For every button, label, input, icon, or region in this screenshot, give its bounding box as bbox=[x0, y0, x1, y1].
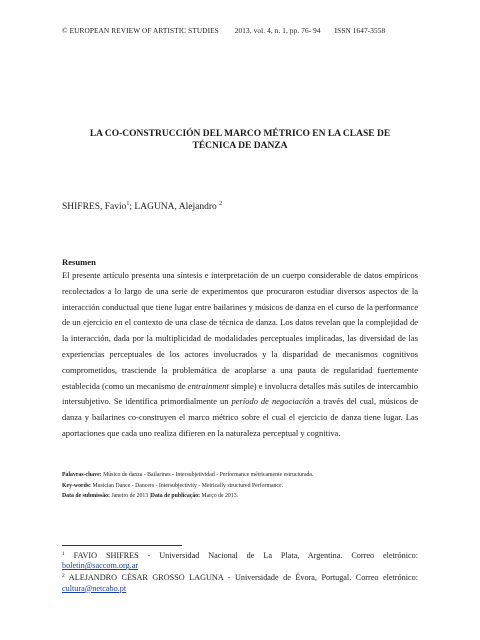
submitted-label: Data de submissão: bbox=[62, 493, 110, 500]
author-1-footnote-ref[interactable]: 1 bbox=[126, 201, 130, 207]
abstract-body bbox=[62, 268, 418, 442]
keywords-en-value: Musician Dance - Dancers - Intersubjectivity - Metrically structured Performance. bbox=[92, 482, 284, 489]
abstract-text-2: simple) e involucra detalles más sutiles de intercambio intersubjetivo. Se identifica primordialmente un bbox=[62, 380, 418, 407]
footnote-1-email-link[interactable]: boletin@saccom.org.ar bbox=[62, 561, 139, 571]
footnote-2-number: 2 bbox=[62, 573, 65, 580]
submitted-value: Janeiro de 2013 bbox=[111, 493, 149, 500]
date-divider: | bbox=[149, 493, 151, 500]
abstract-heading: Resumen bbox=[62, 257, 96, 267]
title-line-2: TÉCNICA DE DANZA bbox=[192, 140, 288, 151]
footnote-2 bbox=[62, 571, 418, 593]
issue-info: 2013, vol. 4, n. 1, pp. 76- 94 bbox=[234, 26, 321, 35]
author-1: SHIFRES, Favio bbox=[62, 202, 127, 212]
author-2: LAGUNA, Alejandro bbox=[134, 202, 217, 212]
abstract-italic-2: período de negociación bbox=[231, 396, 314, 407]
published-label: Data de publicação: bbox=[150, 493, 201, 500]
footnote-2-email-link[interactable]: cultura@netcabo.pt bbox=[62, 583, 127, 593]
issn: ISSN 1647-3558 bbox=[334, 26, 386, 35]
footnote-rule bbox=[62, 545, 182, 546]
title-line-1: LA CO-CONSTRUCCIÓN DEL MARCO MÉTRICO EN LA CLASE DE bbox=[89, 129, 391, 139]
author-separator: ; bbox=[129, 202, 135, 212]
dates bbox=[62, 491, 418, 502]
abstract-text-1: El presente artículo presenta una síntesis e interpretación de un cuerpo considerable de datos empíricos recolectados a lo largo de una serie de experimentos que procuraron estudiar diversos aspectos de la interacción conductual que tiene lugar entre bailarines y músicos de danza en el curso de la performance de un ejercicio en el contexto de una clase de técnica de danza. Los datos revelan que la complejidad de la interacción, dada por la multiplicidad de modalidades perceptuales implicadas, las diversidad de las experiencias perceptuales de los actores involucrados y la disparidad de mecanismos cognitivos comprometidos, trasciende la problemática de acoplarse a una pauta de regularidad fuertemente establecida (como un mecanismo de bbox=[62, 270, 418, 391]
abstract-text-3: a través del cual, músicos de danza y bailarines co-construyen el marco métrico sobre el cual el ejercicio de danza tiene lugar. Las aportaciones que cada uno realiza difieren en la naturaleza perceptual y cognitiva. bbox=[62, 396, 418, 438]
keywords-en bbox=[62, 481, 418, 492]
footnote-1 bbox=[62, 549, 418, 571]
paper-title bbox=[70, 129, 410, 152]
keywords-en-label: Key-words: bbox=[62, 482, 91, 489]
footnote-2-text: ALEJANDRO CÉSAR GROSSO LAGUNA - Universidade de Évora, Portugal. Correo eletrónico: bbox=[68, 573, 418, 583]
keywords-es-label: Palavras-chave: bbox=[62, 472, 102, 478]
journal-name: © EUROPEAN REVIEW OF ARTISTIC STUDIES bbox=[62, 26, 219, 35]
author-2-footnote-ref[interactable]: 2 bbox=[219, 201, 223, 207]
abstract-italic-1: entrainment bbox=[187, 380, 229, 391]
footnotes bbox=[62, 549, 418, 594]
article-metadata bbox=[62, 470, 418, 502]
published-value: Março de 2013. bbox=[201, 493, 239, 500]
footnote-1-text: FAVIO SHIFRES - Universidad Nacional de La Plata, Argentina. Correo eletrónico: bbox=[73, 551, 418, 560]
keywords-es bbox=[62, 470, 418, 481]
keywords-es-value: Músico de danza - Bailarines - Intersubjetividad - Performance métricamente estructurada. bbox=[103, 472, 314, 478]
running-header bbox=[62, 26, 418, 35]
footnote-1-number: 1 bbox=[62, 551, 65, 557]
author-line bbox=[62, 201, 222, 212]
